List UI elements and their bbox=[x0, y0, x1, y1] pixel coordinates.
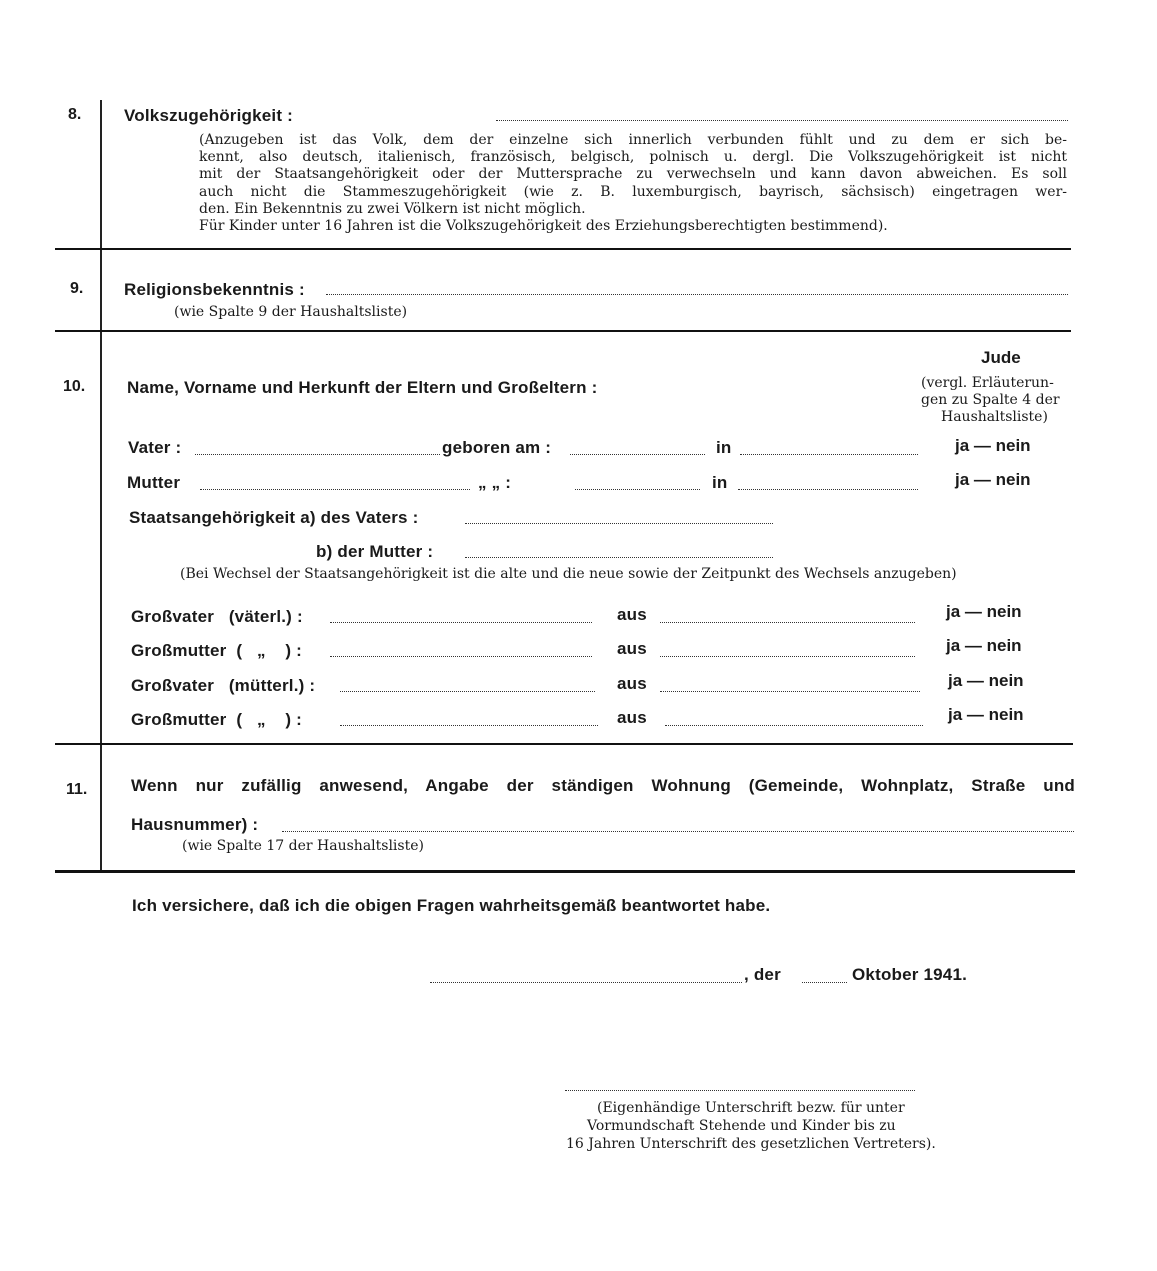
grossmutter-muetterl-name-line[interactable] bbox=[340, 725, 598, 726]
grossvater-vaeterl-name-line[interactable] bbox=[330, 622, 592, 623]
place-line[interactable] bbox=[430, 982, 742, 983]
section-rule-8-9 bbox=[55, 248, 1071, 250]
grossvater-vaeterl-ja-nein[interactable]: ja — nein bbox=[946, 602, 1022, 621]
section-rule-bottom bbox=[55, 870, 1075, 873]
grossvater-muetterl-label: Großvater (mütterl.) : bbox=[131, 676, 316, 695]
date-der-label: , der bbox=[744, 965, 781, 984]
column-divider bbox=[100, 100, 102, 870]
mutter-birthdate-line[interactable] bbox=[575, 489, 700, 490]
vater-name-line[interactable] bbox=[195, 454, 440, 455]
section-rule-9-10 bbox=[55, 330, 1071, 332]
grossmutter-vaeterl-ja-nein[interactable]: ja — nein bbox=[946, 636, 1022, 655]
vater-geboren-am-label: geboren am : bbox=[442, 438, 552, 457]
staatsangehoerigkeit-vater-line[interactable] bbox=[465, 523, 773, 524]
jude-column-note-3: Haushaltsliste) bbox=[941, 409, 1048, 425]
grossmutter-muetterl-label: Großmutter ( „ ) : bbox=[131, 710, 303, 729]
section-9-note: (wie Spalte 9 der Haushaltsliste) bbox=[174, 304, 408, 320]
section-9-number: 9. bbox=[70, 280, 84, 297]
signature-note-line-3: 16 Jahren Unterschrift des gesetzlichen Vertreters). bbox=[566, 1136, 936, 1152]
vater-birthplace-line[interactable] bbox=[740, 454, 918, 455]
section-9-label: Religionsbekenntnis : bbox=[124, 280, 305, 299]
section-8-note-line-3: mit der Staatsangehörigkeit oder der Muttersprache zu verwechseln und kann davon abweichen. Es soll bbox=[199, 166, 1067, 182]
grossmutter-vaeterl-name-line[interactable] bbox=[330, 656, 592, 657]
section-8-note-line-4: auch nicht die Stammeszugehörigkeit (wie z. B. luxemburgisch, bayrisch, sächsisch) eingetragen wer- bbox=[199, 184, 1067, 200]
date-month-year: Oktober 1941. bbox=[852, 965, 968, 984]
grossvater-muetterl-name-line[interactable] bbox=[340, 691, 595, 692]
mutter-name-line[interactable] bbox=[200, 489, 470, 490]
mutter-ditto-label: „ „ : bbox=[478, 473, 512, 492]
grossmutter-vaeterl-label: Großmutter ( „ ) : bbox=[131, 641, 303, 660]
grossvater-muetterl-aus-label: aus bbox=[617, 674, 647, 693]
section-8-note-line-1: (Anzugeben ist das Volk, dem der einzelne sich innerlich verbunden fühlt und zu dem er sich be- bbox=[199, 132, 1067, 148]
jude-column-title: Jude bbox=[981, 348, 1021, 367]
staatsangehoerigkeit-mutter-label: b) der Mutter : bbox=[316, 542, 434, 561]
signature-note-line-1: (Eigenhändige Unterschrift bezw. für unter bbox=[597, 1100, 905, 1116]
section-8-number: 8. bbox=[68, 106, 82, 123]
section-10-label: Name, Vorname und Herkunft der Eltern und Großeltern : bbox=[127, 378, 598, 397]
section-8-label: Volkszugehörigkeit : bbox=[124, 106, 293, 125]
grossmutter-muetterl-place-line[interactable] bbox=[665, 725, 923, 726]
section-11-answer-line[interactable] bbox=[282, 831, 1074, 832]
vater-birthdate-line[interactable] bbox=[570, 454, 705, 455]
mutter-label: Mutter bbox=[127, 473, 181, 492]
mutter-ja-nein[interactable]: ja — nein bbox=[955, 470, 1031, 489]
jude-column-note-2: gen zu Spalte 4 der bbox=[921, 392, 1060, 408]
staatsangehoerigkeit-mutter-line[interactable] bbox=[465, 557, 773, 558]
grossvater-muetterl-place-line[interactable] bbox=[660, 691, 920, 692]
grossmutter-vaeterl-place-line[interactable] bbox=[660, 656, 915, 657]
section-8-note-line-2: kennt, also deutsch, italienisch, französisch, belgisch, polnisch u. dergl. Die Volkszugehörigkeit ist nicht bbox=[199, 149, 1067, 165]
grossvater-vaeterl-aus-label: aus bbox=[617, 605, 647, 624]
section-10-number: 10. bbox=[63, 378, 86, 395]
mutter-birthplace-line[interactable] bbox=[738, 489, 918, 490]
section-8-note-line-6: Für Kinder unter 16 Jahren ist die Volkszugehörigkeit des Erziehungsberechtigten bestimmend). bbox=[199, 218, 888, 234]
section-11-label-line-1: Wenn nur zufällig anwesend, Angabe der ständigen Wohnung (Gemeinde, Wohnplatz, Straße und bbox=[131, 776, 1075, 795]
section-11-label-line-2: Hausnummer) : bbox=[131, 815, 259, 834]
day-line[interactable] bbox=[802, 982, 847, 983]
jude-column-note-1: (vergl. Erläuterun- bbox=[921, 375, 1054, 391]
section-11-note: (wie Spalte 17 der Haushaltsliste) bbox=[182, 838, 424, 854]
mutter-in-label: in bbox=[712, 473, 728, 492]
staatsangehoerigkeit-vater-label: Staatsangehörigkeit a) des Vaters : bbox=[129, 508, 419, 527]
vater-in-label: in bbox=[716, 438, 732, 457]
signature-line[interactable] bbox=[565, 1090, 915, 1091]
section-8-answer-line[interactable] bbox=[496, 120, 1068, 121]
grossvater-vaeterl-label: Großvater (väterl.) : bbox=[131, 607, 303, 626]
grossvater-muetterl-ja-nein[interactable]: ja — nein bbox=[948, 671, 1024, 690]
section-8-note-line-5: den. Ein Bekenntnis zu zwei Völkern ist nicht möglich. bbox=[199, 201, 586, 217]
grossvater-vaeterl-place-line[interactable] bbox=[660, 622, 915, 623]
vater-ja-nein[interactable]: ja — nein bbox=[955, 436, 1031, 455]
section-rule-10-11 bbox=[55, 743, 1073, 745]
staatsangehoerigkeit-wechsel-note: (Bei Wechsel der Staatsangehörigkeit ist die alte und die neue sowie der Zeitpunkt des Wechsels anzugeben) bbox=[180, 566, 957, 582]
grossmutter-muetterl-ja-nein[interactable]: ja — nein bbox=[948, 705, 1024, 724]
section-11-number: 11. bbox=[66, 781, 88, 798]
declaration-text: Ich versichere, daß ich die obigen Fragen wahrheitsgemäß beantwortet habe. bbox=[132, 896, 771, 915]
grossmutter-muetterl-aus-label: aus bbox=[617, 708, 647, 727]
section-9-answer-line[interactable] bbox=[326, 294, 1068, 295]
grossmutter-vaeterl-aus-label: aus bbox=[617, 639, 647, 658]
vater-label: Vater : bbox=[128, 438, 182, 457]
signature-note-line-2: Vormundschaft Stehende und Kinder bis zu bbox=[587, 1118, 896, 1134]
